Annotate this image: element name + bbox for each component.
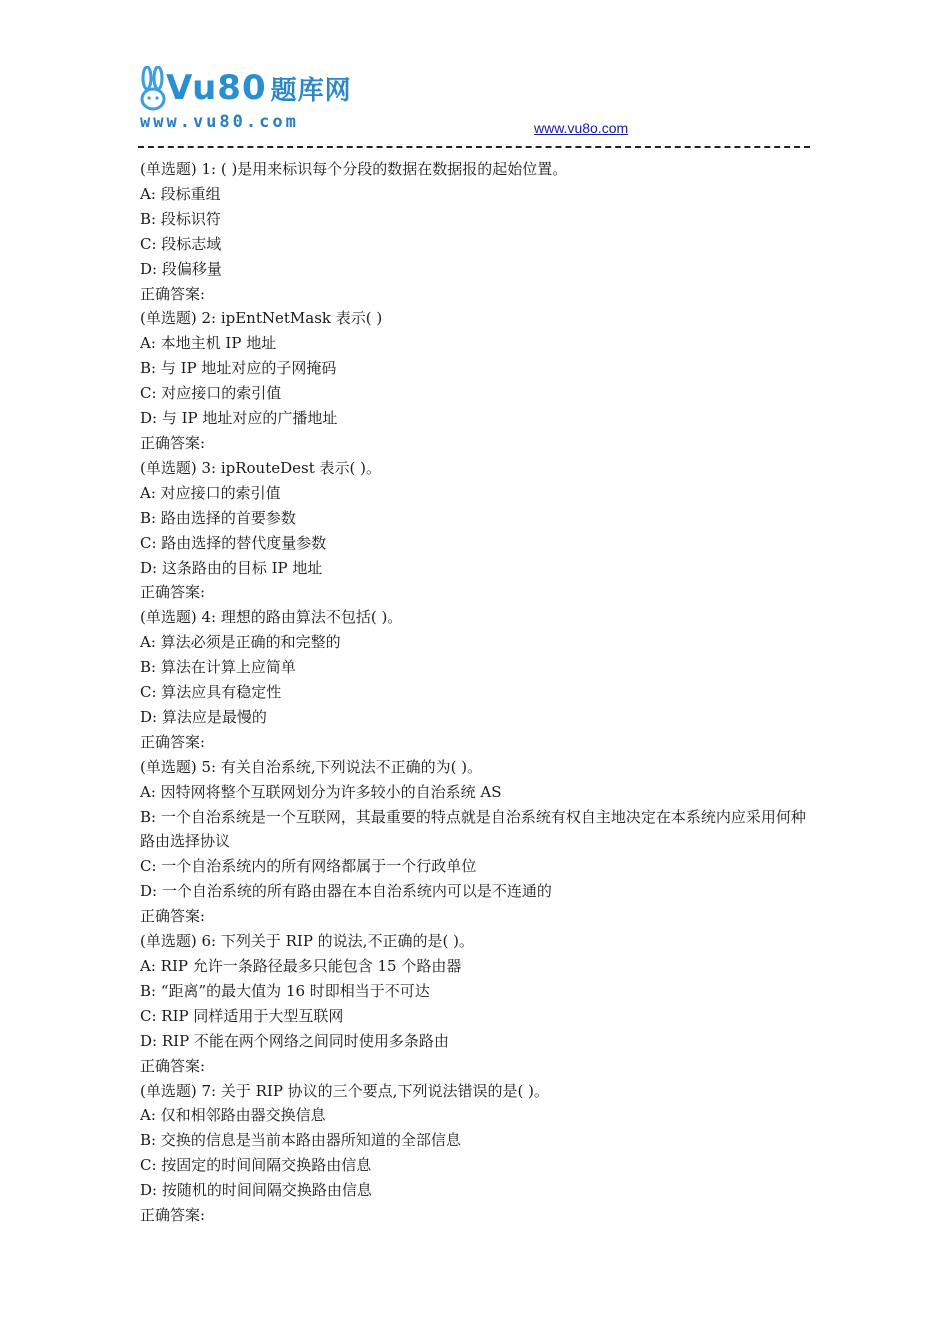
answer-label: 正确答案: — [140, 433, 206, 452]
option-d: D: 这条路由的目标 IP 地址 — [140, 558, 323, 577]
option-a: A: 本地主机 IP 地址 — [140, 334, 277, 353]
question-title: (单选题) 6: 下列关于 RIP 的说法,不正确的是( )。 — [140, 932, 474, 951]
question-block — [140, 456, 812, 605]
question-block — [140, 605, 812, 754]
option-b: B: 一个自治系统是一个互联网，其最重要的特点就是自治系统有权自主地决定在本系统内应采用何种路由选择协议 — [140, 807, 806, 851]
option-c: C: 一个自治系统内的所有网络都属于一个行政单位 — [140, 857, 477, 876]
question-title: (单选题) 1: ( )是用来标识每个分段的数据在数据报的起始位置。 — [140, 160, 568, 178]
question-title: (单选题) 2: ipEntNetMask 表示( ) — [140, 309, 383, 328]
header-divider — [138, 146, 810, 148]
option-b: B: 算法在计算上应简单 — [140, 658, 296, 677]
question-title: (单选题) 5: 有关自治系统,下列说法不正确的为( )。 — [140, 757, 483, 776]
option-d: D: 一个自治系统的所有路由器在本自治系统内可以是不连通的 — [140, 882, 552, 901]
option-c: C: 对应接口的索引值 — [140, 384, 282, 403]
option-a: A: 因特网将整个互联网划分为许多较小的自治系统 AS — [140, 782, 502, 801]
question-title: (单选题) 3: ipRouteDest 表示( )。 — [140, 458, 381, 477]
option-a: A: 仅和相邻路由器交换信息 — [140, 1106, 326, 1125]
logo-brand-cn: 题库网 — [270, 76, 352, 106]
option-b: B: 路由选择的首要参数 — [140, 508, 296, 527]
option-a: A: 算法必须是正确的和完整的 — [140, 633, 341, 652]
option-b: B: “距离”的最大值为 16 时即相当于不可达 — [140, 981, 430, 1000]
answer-label: 正确答案: — [140, 284, 206, 303]
option-c: C: 算法应具有稳定性 — [140, 683, 282, 702]
answer-label: 正确答案: — [140, 583, 206, 602]
logo-url: www.vu80.com — [140, 112, 299, 132]
option-a: A: 对应接口的索引值 — [140, 483, 281, 502]
logo-brand-text: Vu80 — [166, 68, 267, 108]
option-c: C: 路由选择的替代度量参数 — [140, 533, 327, 552]
option-b: B: 段标识符 — [140, 209, 221, 228]
option-d: D: 与 IP 地址对应的广播地址 — [140, 409, 338, 428]
option-b: B: 交换的信息是当前本路由器所知道的全部信息 — [140, 1131, 461, 1150]
question-block — [140, 929, 812, 1078]
answer-label: 正确答案: — [140, 732, 206, 751]
answer-label: 正确答案: — [140, 1056, 206, 1075]
question-title: (单选题) 4: 理想的路由算法不包括( )。 — [140, 608, 403, 627]
question-block — [140, 157, 812, 306]
logo-brand — [166, 68, 352, 108]
rabbit-icon — [138, 66, 168, 112]
option-a: A: RIP 允许一条路径最多只能包含 15 个路由器 — [140, 957, 462, 975]
question-block — [140, 306, 812, 455]
page-header — [138, 62, 810, 152]
question-list — [140, 157, 812, 1228]
answer-label: 正确答案: — [140, 907, 206, 926]
option-c: C: 按固定的时间间隔交换路由信息 — [140, 1156, 372, 1175]
answer-label: 正确答案: — [140, 1206, 206, 1225]
option-a: A: 段标重组 — [140, 184, 221, 203]
site-logo — [138, 62, 360, 136]
question-title: (单选题) 7: 关于 RIP 协议的三个要点,下列说法错误的是( )。 — [140, 1081, 549, 1100]
option-d: D: RIP 不能在两个网络之间同时使用多条路由 — [140, 1031, 449, 1050]
option-c: C: 段标志域 — [140, 234, 222, 253]
option-d: D: 算法应是最慢的 — [140, 707, 267, 726]
question-block — [140, 755, 812, 929]
site-link[interactable]: www.vu8o.com — [534, 120, 629, 136]
option-d: D: 段偏移量 — [140, 259, 222, 278]
option-c: C: RIP 同样适用于大型互联网 — [140, 1006, 344, 1025]
question-block — [140, 1079, 812, 1228]
option-d: D: 按随机的时间间隔交换路由信息 — [140, 1181, 372, 1200]
option-b: B: 与 IP 地址对应的子网掩码 — [140, 359, 337, 378]
